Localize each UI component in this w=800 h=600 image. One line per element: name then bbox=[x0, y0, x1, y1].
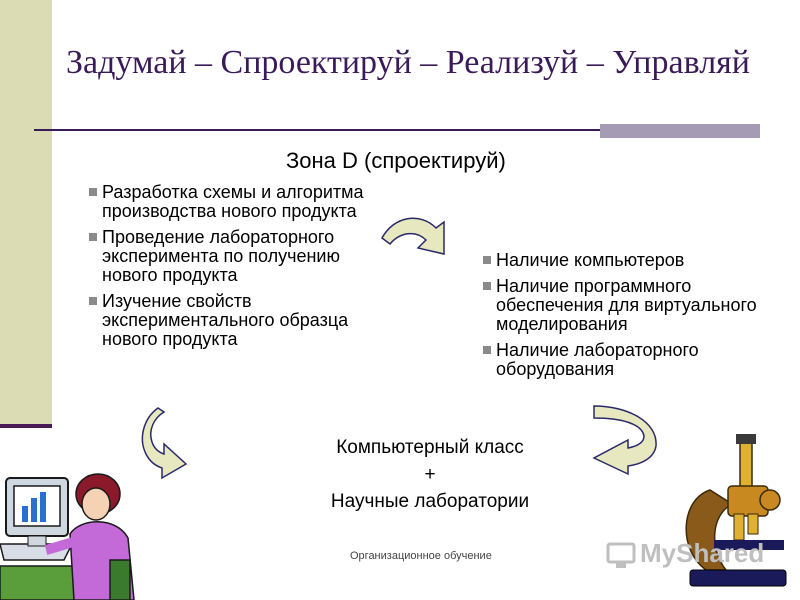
list-item-text: Проведение лабораторного эксперимента по получению нового продукта bbox=[102, 227, 340, 285]
left-bullet-list bbox=[88, 183, 388, 356]
center-line-3: Научные лаборатории bbox=[330, 491, 530, 512]
list-item bbox=[482, 251, 798, 270]
slide-title: Задумай – Спроектируй – Реализуй – Управляй bbox=[66, 44, 751, 81]
curved-arrow-down-left-icon bbox=[588, 402, 662, 478]
list-item-text: Наличие лабораторного оборудования bbox=[496, 340, 699, 379]
left-decor-bar bbox=[0, 0, 52, 428]
watermark-text: MyShared bbox=[640, 538, 765, 568]
center-line-2: + bbox=[424, 464, 436, 485]
list-item bbox=[482, 341, 798, 379]
title-underline-block bbox=[600, 124, 760, 138]
list-item-text: Наличие программного обеспечения для виртуального моделирования bbox=[496, 276, 757, 334]
list-item bbox=[482, 277, 798, 334]
girl-at-computer-illustration bbox=[0, 470, 140, 600]
right-bullet-list bbox=[482, 251, 798, 386]
left-decor-bar-accent bbox=[0, 424, 52, 428]
bullet-square-icon bbox=[483, 346, 491, 354]
center-line-1: Компьютерный класс bbox=[336, 437, 524, 458]
bullet-square-icon bbox=[89, 233, 97, 241]
title-underline bbox=[34, 129, 600, 131]
curved-arrow-right-icon bbox=[378, 210, 458, 270]
footer-text: Организационное обучение bbox=[350, 550, 492, 562]
list-item-text: Наличие компьютеров bbox=[496, 250, 685, 270]
center-caption bbox=[300, 434, 560, 515]
list-item bbox=[88, 228, 388, 285]
watermark-logo-icon bbox=[606, 540, 636, 570]
curved-arrow-down-right-icon bbox=[136, 404, 190, 484]
bullet-square-icon bbox=[89, 297, 97, 305]
list-item bbox=[88, 183, 388, 221]
microscope-illustration bbox=[670, 430, 800, 600]
bullet-square-icon bbox=[89, 188, 97, 196]
list-item-text: Разработка схемы и алгоритма производства нового продукта bbox=[102, 182, 364, 221]
list-item bbox=[88, 292, 388, 349]
bullet-square-icon bbox=[483, 256, 491, 264]
zone-heading: Зона D (спроектируй) bbox=[286, 148, 506, 173]
list-item-text: Изучение свойств экспериментального образца нового продукта bbox=[102, 291, 349, 349]
bullet-square-icon bbox=[483, 282, 491, 290]
